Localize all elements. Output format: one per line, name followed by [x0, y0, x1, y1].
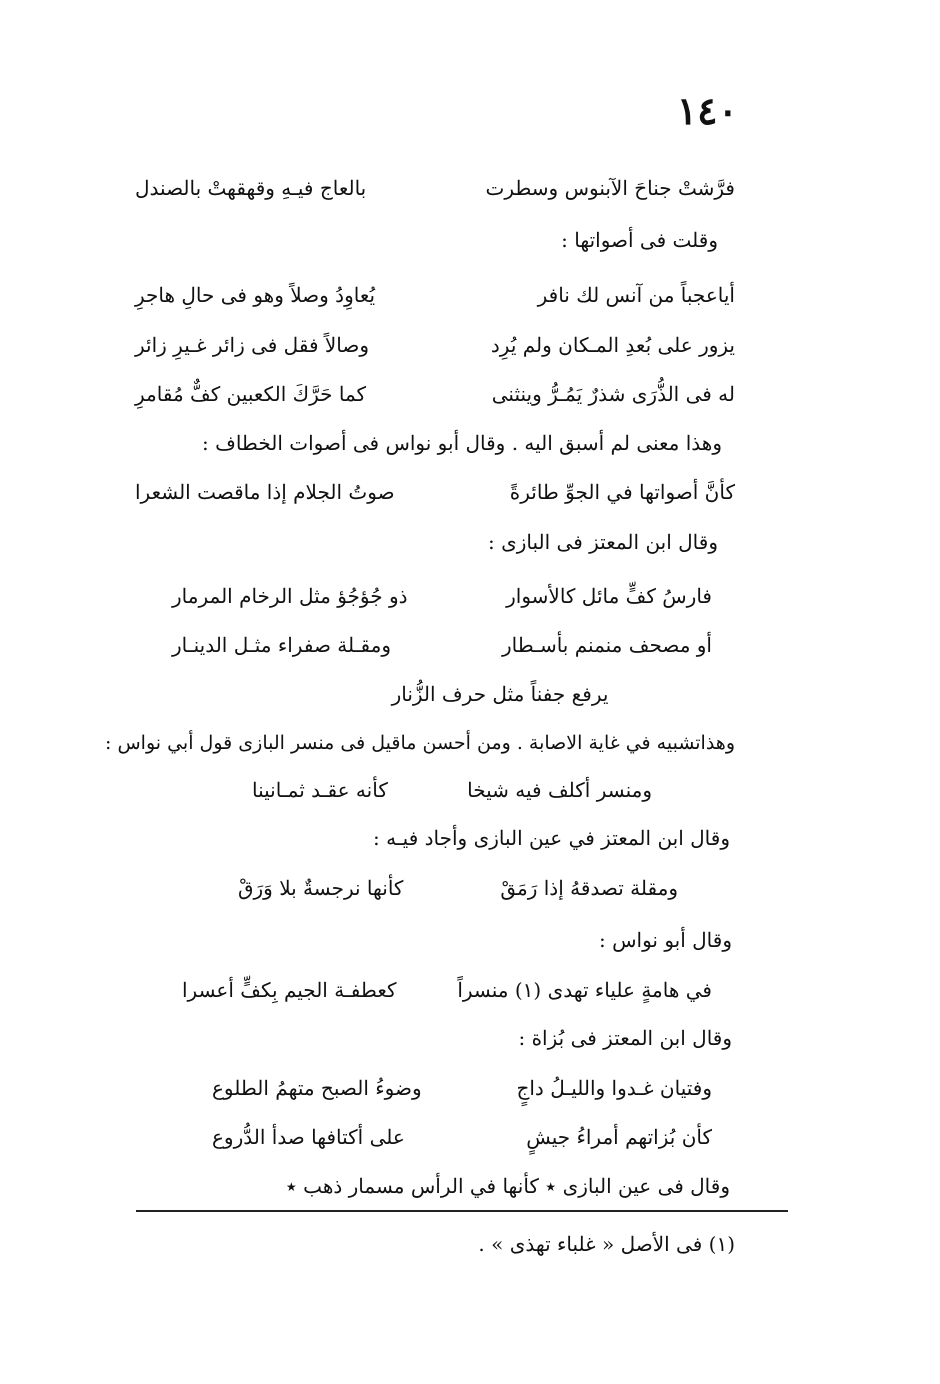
verse-hemistich-right: ومقلة تصدقهُ إذا رَمَقْ	[500, 876, 678, 900]
verse-line	[172, 586, 712, 606]
prose-line: وقال أبو نواس :	[599, 928, 732, 952]
verse-hemistich-right: أياعجباً من آنس لك نافر	[537, 283, 735, 307]
verse-line	[212, 1078, 712, 1098]
verse-hemistich-right: له فى الذُّرَى شذرٌ يَمُـرُّ وينثنى	[491, 382, 735, 406]
verse-line	[135, 482, 735, 502]
verse-hemistich-left: وضوءُ الصبح متهمُ الطلوع	[212, 1076, 422, 1100]
verse-hemistich-right: وفتيان غـدوا والليـلُ داجٍ	[516, 1076, 712, 1100]
verse-hemistich-left: كعطفـة الجيم بِكفٍّ أعسرا	[182, 978, 397, 1002]
verse-hemistich-left: بالعاج فيـهِ وقهقهتْ بالصندل	[135, 176, 367, 200]
verse-hemistich-left: صوتُ الجلام إذا ماقصت الشعرا	[135, 480, 395, 504]
verse-line	[135, 384, 735, 404]
prose-line: وقال فى عين البازى ٭ كأنها في الرأس مسمار ذهب ٭	[285, 1174, 730, 1198]
verse-hemistich-left: ومقـلة صفراء مثـل الدينـار	[172, 633, 391, 657]
verse-hemistich-right: ومنسر أكلف فيه شيخا	[467, 778, 652, 802]
prose-line: وقال ابن المعتز فى البازى :	[488, 530, 718, 554]
prose-line: وهذاتشبيه في غاية الاصابة . ومن أحسن ماقيل فى منسر البازى قول أبي نواس :	[105, 732, 735, 754]
verse-hemistich-left: كما حَرَّكَ الكعبين كفٌّ مُقامرِ	[135, 382, 367, 406]
verse-line	[238, 878, 678, 898]
verse-hemistich-right: كأنَّ أصواتها في الجوِّ طائرةً	[509, 480, 735, 504]
verse-line	[172, 635, 712, 655]
verse-hemistich-right: يزور على بُعدِ المـكان ولم يُرِد	[490, 333, 735, 357]
verse-line	[135, 335, 735, 355]
verse-hemistich-right: فارسُ كفٍّ مائل كالأسوار	[506, 584, 712, 608]
verse-hemistich-left: كأنه عقـد ثمـانينا	[252, 778, 388, 802]
footnote-divider	[136, 1210, 788, 1212]
footnote: (١) فى الأصل « غلباء تهذى » .	[478, 1232, 735, 1256]
verse-hemistich-right: فرَّشتْ جناحَ الآبنوس وسطرت	[485, 176, 735, 200]
prose-line: وقلت فى أصواتها :	[561, 228, 718, 252]
prose-line: وهذا معنى لم أسبق اليه . وقال أبو نواس فى أصوات الخطاف :	[202, 431, 722, 455]
centered-verse-line: يرفع جفناً مثل حرف الزُّنار	[391, 682, 609, 706]
verse-hemistich-left: ذو جُؤجُؤ مثل الرخام المرمار	[172, 584, 408, 608]
page-number: ١٤٠	[676, 88, 738, 133]
verse-line	[212, 1127, 712, 1147]
verse-hemistich-left: يُعاوِدُ وصلاً وهو فى حالِ هاجرِ	[135, 283, 376, 307]
verse-line	[135, 285, 735, 305]
verse-hemistich-right: كأن بُزاتهم أمراءُ جيشٍ	[526, 1125, 712, 1149]
verse-hemistich-left: كأنها نرجسةٌ بلا وَرَقْ	[238, 876, 404, 900]
verse-line	[135, 178, 735, 198]
verse-hemistich-left: على أكتافها صدأ الدُّروع	[212, 1125, 405, 1149]
verse-hemistich-right: في هامةٍ علياء تهدى (١) منسراً	[457, 978, 712, 1002]
verse-hemistich-right: أو مصحف منمنم بأسـطار	[501, 633, 712, 657]
verse-line	[252, 780, 652, 800]
verse-hemistich-left: وصالاً فقل فى زائر غـيرِ زائر	[135, 333, 370, 357]
prose-line: وقال ابن المعتز فى بُزاة :	[518, 1026, 732, 1050]
prose-line: وقال ابن المعتز في عين البازى وأجاد فيـه :	[373, 826, 730, 850]
verse-line	[182, 980, 712, 1000]
